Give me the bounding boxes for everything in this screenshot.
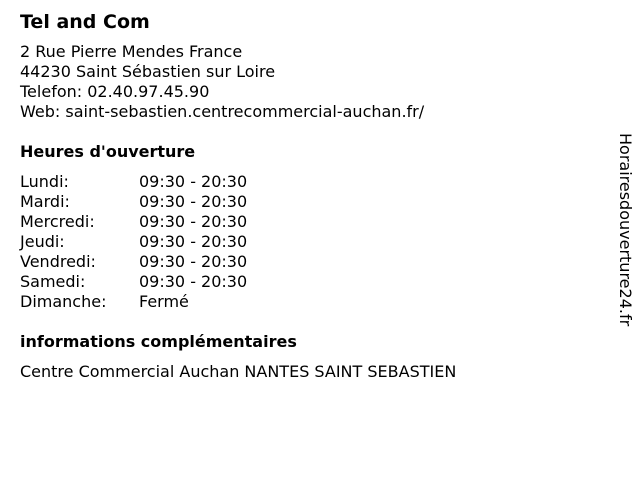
hours-row-mercredi [20,212,590,232]
hours-row-lundi [20,172,590,192]
phone-line: Telefon: 02.40.97.45.90 [20,82,210,101]
hours-value: 09:30 - 20:30 [139,252,248,271]
vertical-watermark [609,133,639,345]
extra-info-title: informations complémentaires [20,332,297,351]
opening-hours-table [20,172,590,312]
opening-hours-title: Heures d'ouverture [20,142,196,161]
hours-row-jeudi [20,232,590,252]
business-card [20,10,590,382]
business-name: Tel and Com [20,11,150,33]
watermark-text: Horairesdouverture24.fr [616,133,635,327]
day-label: Dimanche: [20,292,107,311]
hours-value: 09:30 - 20:30 [139,192,248,211]
hours-row-vendredi [20,252,590,272]
hours-value: Fermé [139,292,189,311]
hours-value: 09:30 - 20:30 [139,272,248,291]
day-label: Mardi: [20,192,70,211]
day-label: Samedi: [20,272,86,291]
hours-value: 09:30 - 20:30 [139,212,248,231]
address-city: 44230 Saint Sébastien sur Loire [20,62,276,81]
hours-value: 09:30 - 20:30 [139,172,248,191]
day-label: Jeudi: [20,232,65,251]
website-line: Web: saint-sebastien.centrecommercial-auchan.fr/ [20,102,425,121]
hours-value: 09:30 - 20:30 [139,232,248,251]
extra-info-text: Centre Commercial Auchan NANTES SAINT SEBASTIEN [20,362,457,381]
day-label: Lundi: [20,172,69,191]
hours-row-samedi [20,272,590,292]
day-label: Vendredi: [20,252,96,271]
hours-row-mardi [20,192,590,212]
hours-row-dimanche [20,292,590,312]
day-label: Mercredi: [20,212,95,231]
address-street: 2 Rue Pierre Mendes France [20,42,243,61]
